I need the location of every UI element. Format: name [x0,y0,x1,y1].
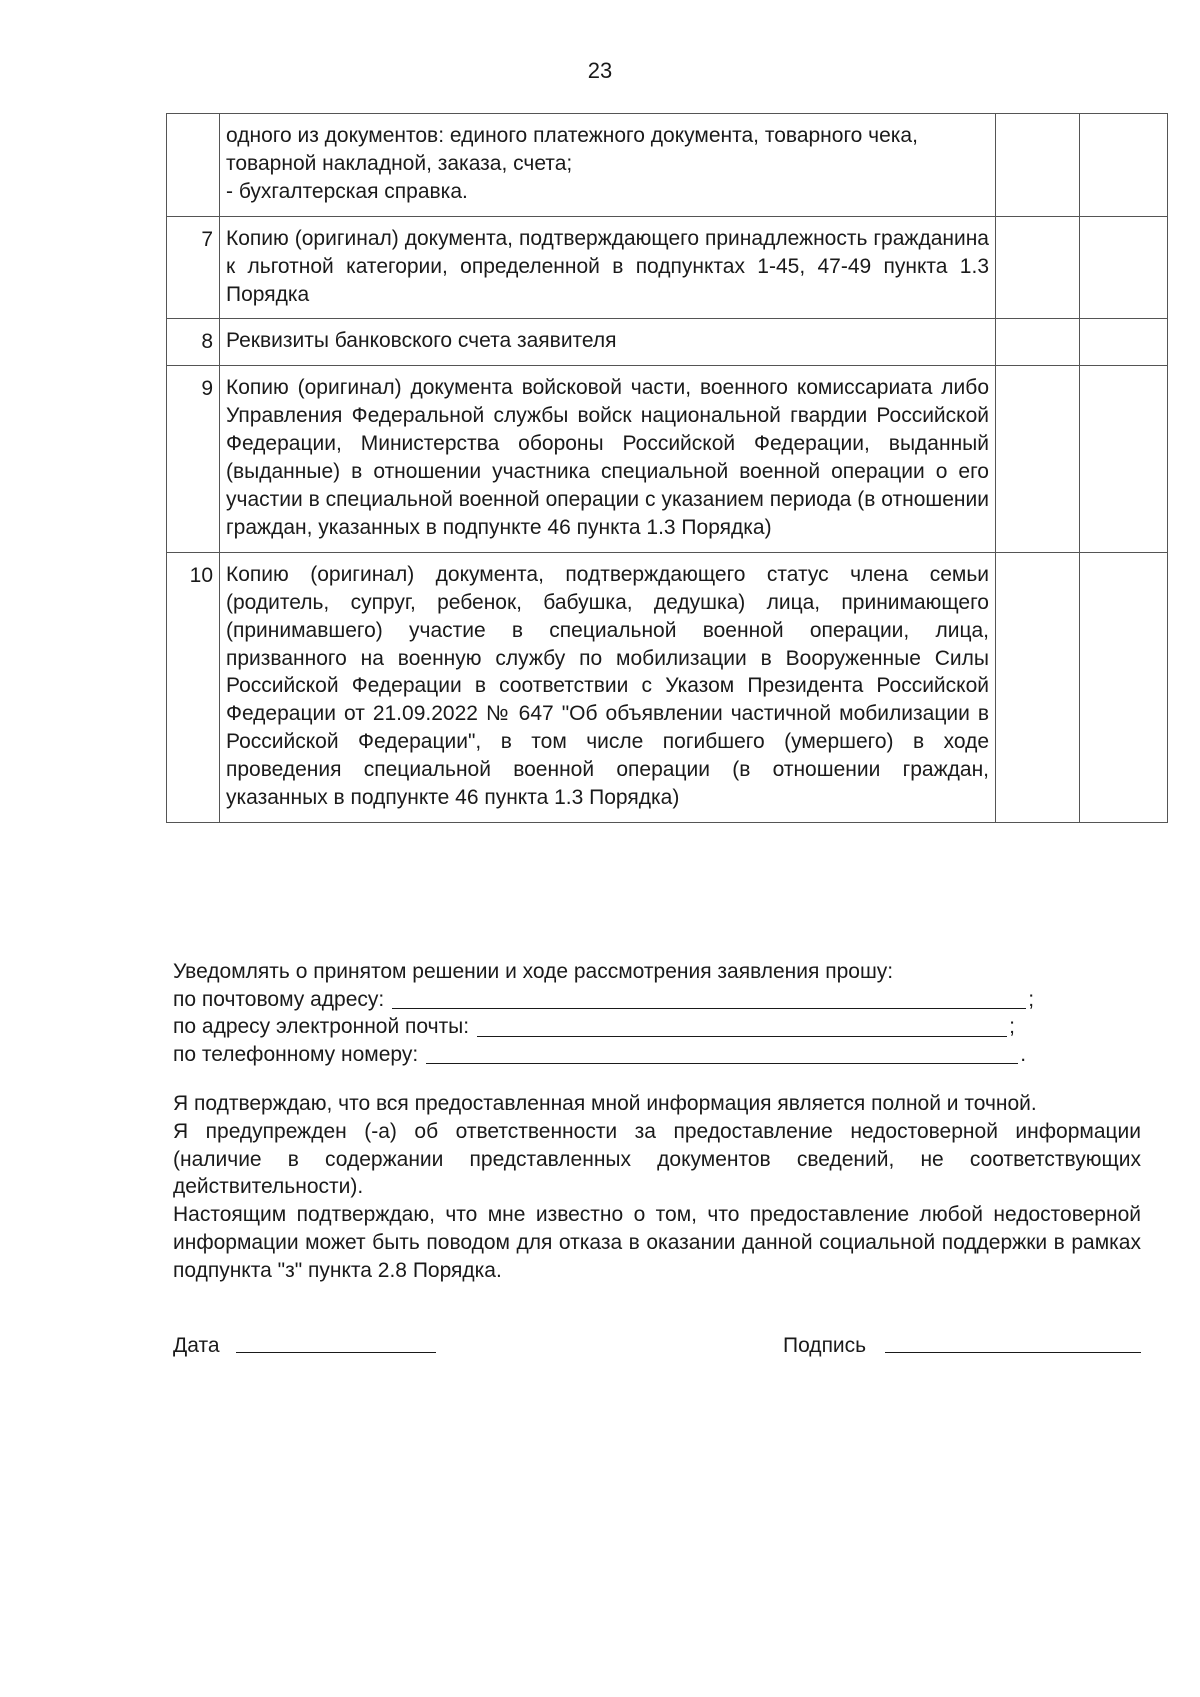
table-row [167,319,1168,366]
signature-field[interactable] [885,1352,1141,1353]
date-field[interactable] [236,1352,436,1353]
row-number: 9 [167,366,220,552]
liability-paragraph: Я предупрежден (-а) об ответственности за предоставление недостоверной информации (наличие в содержании представленных документов сведений, не соответствующих действительности). [173,1119,1141,1199]
row-text-line: Копию (оригинал) документа, подтверждающего статус члена семьи (родитель, супруг, ребенок, бабушка, дедушка) лица, принимающего (принимавшего) участие в специальной военной операции, лица, призванного на военную службу по мобилизации в Вооруженные Силы Российской Федерации в соответствии с Указом Президента Российской Федерации от 21.09.2022 № 647 "Об объявлении частичной мобилизации в Российской Федерации", в том числе погибшего (умершего) в ходе проведения специальной военной операции (в отношении граждан, указанных в подпункте 46 пункта 1.3 Порядка) [226,562,989,810]
row-text [220,216,996,319]
row-text-line: Копию (оригинал) документа, подтверждающего принадлежность гражданина к льготной категории, определенной в подпунктах 1-45, 47-49 пункта 1.3 Порядка [226,226,989,306]
row-number: 10 [167,552,220,822]
phone-end: . [1020,1042,1027,1066]
row-number [167,114,220,217]
notification-section [173,958,1073,1068]
postal-address-end: ; [1028,987,1035,1011]
confirmation-paragraph: Я подтверждаю, что вся предоставленная мной информация является полной и точной. [173,1092,1037,1115]
empty-cell [1080,216,1168,319]
empty-cell [1080,552,1168,822]
table-row [167,552,1168,822]
row-text [220,319,996,366]
email-line [173,1013,1073,1041]
row-number: 7 [167,216,220,319]
phone-label: по телефонному номеру: [173,1042,419,1066]
empty-cell [1080,114,1168,217]
empty-cell [996,319,1080,366]
phone-field[interactable] [426,1043,1018,1064]
notification-intro: Уведомлять о принятом решении и ходе рассмотрения заявления прошу: [173,960,894,983]
empty-cell [996,552,1080,822]
documents-table [166,113,1168,823]
page-number: 23 [587,58,613,83]
empty-cell [996,216,1080,319]
date-label: Дата [173,1334,220,1357]
row-text [220,552,996,822]
row-text-line: Копию (оригинал) документа войсковой части, военного комиссариата либо Управления Федеральной службы войск национальной гвардии Российской Федерации, Министерства обороны Российской Федерации, выданный (выданные) в отношении участника специальной военной операции о его участии в специальной военной операции с указанием периода (в отношении граждан, указанных в подпункте 46 пункта 1.3 Порядка) [226,376,989,539]
email-label: по адресу электронной почты: [173,1015,470,1039]
postal-address-line [173,986,1073,1014]
postal-address-field[interactable] [392,988,1026,1009]
empty-cell [996,366,1080,552]
confirmation-section [173,1090,1141,1285]
refusal-paragraph: Настоящим подтверждаю, что мне известно о том, что предоставление любой недостоверной информации может быть поводом для отказа в оказании данной социальной поддержки в рамках подпункта "з" пункта 2.8 Порядка. [173,1203,1141,1282]
empty-cell [1080,366,1168,552]
email-field[interactable] [477,1016,1007,1037]
empty-cell [996,114,1080,217]
email-end: ; [1009,1015,1015,1039]
row-number: 8 [167,319,220,366]
notification-intro-line [173,958,1073,986]
phone-line [173,1041,1073,1069]
row-text [220,114,996,217]
signature-label: Подпись [783,1334,867,1357]
table-row [167,366,1168,552]
row-text [220,366,996,552]
row-text-line: - бухгалтерская справка. [226,179,468,203]
row-text-line: Реквизиты банковского счета заявителя [226,329,617,353]
empty-cell [1080,319,1168,366]
row-text-line: одного из документов: единого платежного документа, товарного чека, товарной накладной, заказа, счета; [226,124,918,175]
table-row [167,114,1168,217]
table-row [167,216,1168,319]
postal-address-label: по почтовому адресу: [173,987,385,1011]
